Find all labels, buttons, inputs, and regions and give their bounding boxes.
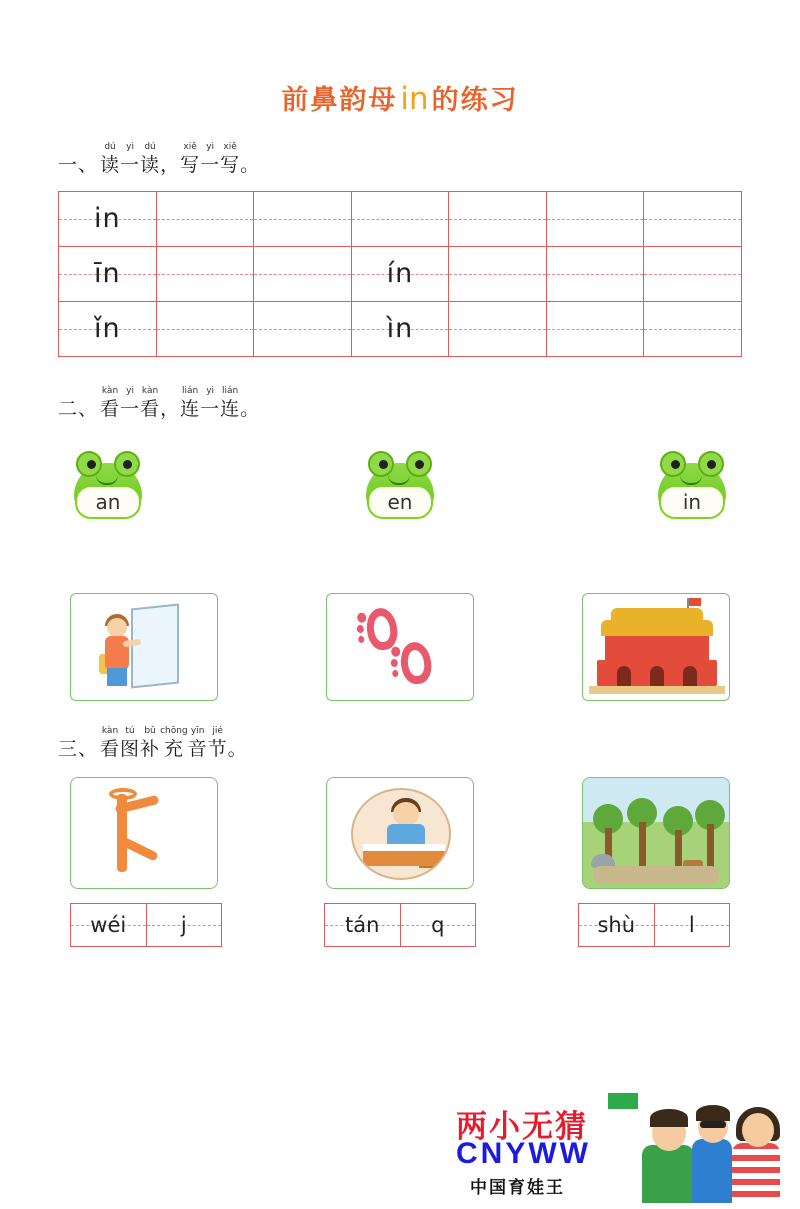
pinyin: dú bbox=[144, 142, 156, 152]
pinyin: kàn bbox=[101, 726, 119, 736]
grid-cell[interactable] bbox=[644, 247, 742, 302]
hanzi: 一 bbox=[120, 399, 141, 420]
syllable-right-text: q bbox=[431, 913, 445, 937]
grid-cell[interactable] bbox=[546, 247, 644, 302]
pinyin: bǔ bbox=[144, 726, 156, 736]
pinyin: xiě bbox=[183, 142, 197, 152]
grid-cell[interactable] bbox=[351, 247, 449, 302]
ruby-chong bbox=[160, 726, 188, 761]
ruby-lian-2 bbox=[220, 386, 240, 421]
frog-eye-left bbox=[660, 451, 686, 477]
frog-card-an[interactable] bbox=[70, 451, 146, 527]
hanzi: 节 bbox=[207, 739, 228, 760]
watermark-line2: CNYWW bbox=[456, 1137, 591, 1170]
tree-icon bbox=[663, 806, 693, 868]
ruby-lian-1 bbox=[180, 386, 200, 421]
grid-cell-text: ín bbox=[386, 258, 414, 289]
pinyin: lián bbox=[222, 386, 239, 396]
ruby-xie-1 bbox=[180, 142, 200, 177]
ruby-du-2 bbox=[140, 142, 160, 177]
person-head-mom bbox=[742, 1113, 774, 1147]
writing-grid bbox=[58, 191, 742, 357]
ruby-yi-4 bbox=[200, 386, 220, 421]
hanzi: 充 bbox=[163, 739, 184, 760]
tree-icon bbox=[627, 798, 657, 868]
ruby-yi-3 bbox=[120, 386, 140, 421]
frog-eye-right bbox=[406, 451, 432, 477]
syllable-left-cell[interactable] bbox=[579, 904, 655, 946]
ruby-du-1 bbox=[100, 142, 120, 177]
path bbox=[593, 866, 719, 884]
grid-cell[interactable] bbox=[351, 302, 449, 357]
pinyin: tú bbox=[125, 726, 135, 736]
syllable-left-text: shù bbox=[597, 913, 636, 937]
comma-1: ， bbox=[160, 155, 181, 176]
person-hair-kid bbox=[696, 1105, 730, 1121]
period-1: 。 bbox=[240, 155, 261, 176]
arch bbox=[650, 666, 664, 686]
grid-cell[interactable] bbox=[59, 247, 157, 302]
piano-keys bbox=[363, 844, 445, 851]
pinyin: yīn bbox=[190, 726, 205, 736]
footprint-icon bbox=[364, 606, 400, 652]
pinyin: yi bbox=[126, 142, 134, 152]
tree-icon bbox=[695, 800, 725, 868]
frog-label: an bbox=[75, 485, 141, 519]
arch bbox=[617, 666, 631, 686]
grid-cell[interactable] bbox=[546, 302, 644, 357]
section-one-header bbox=[58, 143, 800, 177]
piano-picture-card[interactable] bbox=[326, 777, 474, 889]
hanzi: 一 bbox=[200, 155, 221, 176]
grid-cell[interactable] bbox=[254, 192, 352, 247]
footprint-icon bbox=[398, 640, 434, 686]
person-body-dad bbox=[642, 1145, 694, 1203]
ruby-yi-1 bbox=[120, 142, 140, 177]
syllable-left-cell[interactable] bbox=[325, 904, 401, 946]
grid-cell[interactable] bbox=[351, 192, 449, 247]
ruby-xie-2 bbox=[220, 142, 240, 177]
scarf-picture-card[interactable] bbox=[70, 777, 218, 889]
period-2: 。 bbox=[240, 399, 261, 420]
grid-cell[interactable] bbox=[449, 247, 547, 302]
roof-upper bbox=[611, 608, 703, 620]
grid-cell-text: in bbox=[93, 203, 121, 234]
flag-icon bbox=[689, 598, 701, 606]
hanzi: 看 bbox=[100, 739, 121, 760]
pinyin: kàn bbox=[101, 386, 119, 396]
grid-cell[interactable] bbox=[254, 302, 352, 357]
syllable-right-text: l bbox=[688, 913, 695, 937]
pinyin: dú bbox=[104, 142, 116, 152]
kid-head bbox=[393, 802, 419, 826]
syllable-box-tan-q[interactable] bbox=[324, 903, 476, 947]
ruby-yi-2 bbox=[200, 142, 220, 177]
section-two-header bbox=[58, 387, 800, 421]
building-body bbox=[605, 636, 709, 660]
hanzi: 连 bbox=[180, 399, 201, 420]
frog-label: en bbox=[367, 485, 433, 519]
hanzi: 看 bbox=[100, 399, 121, 420]
section-three-header bbox=[58, 727, 800, 761]
forest-picture-card[interactable] bbox=[582, 777, 730, 889]
frog-label: in bbox=[659, 485, 725, 519]
scene-circle bbox=[351, 788, 451, 880]
syllable-right-text: j bbox=[180, 913, 187, 937]
ruby-tu bbox=[120, 726, 140, 761]
hanzi: 图 bbox=[120, 739, 141, 760]
syllable-right-cell[interactable] bbox=[655, 904, 730, 946]
frog-eye-left bbox=[368, 451, 394, 477]
grid-cell[interactable] bbox=[449, 192, 547, 247]
frog-card-in[interactable] bbox=[654, 451, 730, 527]
grid-cell[interactable] bbox=[156, 247, 254, 302]
grid-cell[interactable] bbox=[449, 302, 547, 357]
kid-head bbox=[107, 618, 127, 637]
hanzi: 读 bbox=[140, 155, 161, 176]
grid-cell[interactable] bbox=[59, 302, 157, 357]
grid-cell[interactable] bbox=[644, 192, 742, 247]
grid-cell[interactable] bbox=[59, 192, 157, 247]
table-row bbox=[59, 302, 742, 357]
page-title-latin: in bbox=[400, 81, 429, 117]
grid-cell[interactable] bbox=[644, 302, 742, 357]
roof-lower bbox=[601, 620, 713, 636]
grid-cell[interactable] bbox=[254, 247, 352, 302]
pinyin: yi bbox=[206, 386, 215, 396]
exercise3-picture-row bbox=[70, 777, 730, 889]
hanzi: 一 bbox=[120, 155, 141, 176]
ruby-kan-1 bbox=[100, 386, 120, 421]
watermark-family-illustration bbox=[636, 1099, 796, 1203]
watermark-green-block bbox=[608, 1093, 638, 1109]
table-row bbox=[59, 247, 742, 302]
watermark bbox=[448, 1093, 800, 1203]
door-icon bbox=[131, 603, 179, 688]
tiananmen-picture-card[interactable] bbox=[582, 593, 730, 701]
arch bbox=[683, 666, 697, 686]
grid-cell[interactable] bbox=[546, 192, 644, 247]
hanzi: 音 bbox=[187, 739, 208, 760]
syllable-box-shu-l[interactable] bbox=[578, 903, 730, 947]
section-two-number: 二、 bbox=[58, 399, 99, 420]
comma-2: ， bbox=[160, 399, 181, 420]
watermark-line3: 中国育娃王 bbox=[470, 1178, 565, 1197]
hanzi: 读 bbox=[100, 155, 121, 176]
section-three-number: 三、 bbox=[58, 739, 99, 760]
ruby-kan-2 bbox=[140, 386, 160, 421]
ruby-kan-3 bbox=[100, 726, 120, 761]
grid-cell[interactable] bbox=[156, 302, 254, 357]
ruby-jie bbox=[208, 726, 228, 761]
door-picture-card[interactable] bbox=[70, 593, 218, 701]
person-body-kid bbox=[692, 1139, 732, 1203]
table-row bbox=[59, 192, 742, 247]
pinyin: kàn bbox=[141, 386, 159, 396]
syllable-right-cell[interactable] bbox=[401, 904, 476, 946]
section-one-number: 一、 bbox=[58, 155, 99, 176]
page-title-prefix: 前鼻韵母 bbox=[281, 85, 398, 115]
period-3: 。 bbox=[227, 739, 248, 760]
syllable-box-wei-j[interactable] bbox=[70, 903, 222, 947]
hanzi: 看 bbox=[140, 399, 161, 420]
frog-card-en[interactable] bbox=[362, 451, 438, 527]
pinyin: lián bbox=[181, 386, 199, 396]
footprints-picture-card[interactable] bbox=[326, 593, 474, 701]
syllable-right-cell[interactable] bbox=[147, 904, 222, 946]
hanzi: 补 bbox=[140, 739, 161, 760]
syllable-left-text: wéi bbox=[90, 913, 127, 937]
watermark-line1: 两小无猜 bbox=[456, 1109, 588, 1144]
ruby-bu bbox=[140, 726, 160, 761]
picture-card-row bbox=[70, 593, 730, 701]
person-hair-dad bbox=[650, 1109, 688, 1127]
pinyin: jié bbox=[212, 726, 223, 736]
syllable-left-text: tán bbox=[345, 913, 380, 937]
grid-cell-text: īn bbox=[93, 258, 121, 289]
grid-cell[interactable] bbox=[156, 192, 254, 247]
hanzi: 写 bbox=[220, 155, 241, 176]
pinyin: yi bbox=[126, 386, 134, 396]
frog-eye-right bbox=[114, 451, 140, 477]
pinyin: xiě bbox=[223, 142, 237, 152]
ruby-yin bbox=[188, 726, 208, 761]
frog-row bbox=[70, 451, 730, 527]
syllable-answer-row bbox=[70, 903, 730, 947]
pinyin: yi bbox=[206, 142, 215, 152]
syllable-left-cell[interactable] bbox=[71, 904, 147, 946]
frog-eye-right bbox=[698, 451, 724, 477]
pinyin: chōng bbox=[160, 726, 188, 736]
page-title-wrap bbox=[0, 78, 800, 117]
page-title-suffix: 的练习 bbox=[431, 85, 519, 115]
hanzi: 写 bbox=[180, 155, 201, 176]
person-body-mom bbox=[732, 1143, 780, 1203]
grid-cell-text: ǐn bbox=[93, 313, 121, 344]
ground bbox=[589, 686, 725, 694]
grid-cell-text: ìn bbox=[386, 313, 414, 344]
frog-eye-left bbox=[76, 451, 102, 477]
hanzi: 一 bbox=[200, 399, 221, 420]
hanzi: 连 bbox=[220, 399, 241, 420]
sunglasses-icon bbox=[700, 1121, 726, 1128]
page-title bbox=[281, 78, 518, 117]
kid-legs bbox=[107, 668, 127, 686]
